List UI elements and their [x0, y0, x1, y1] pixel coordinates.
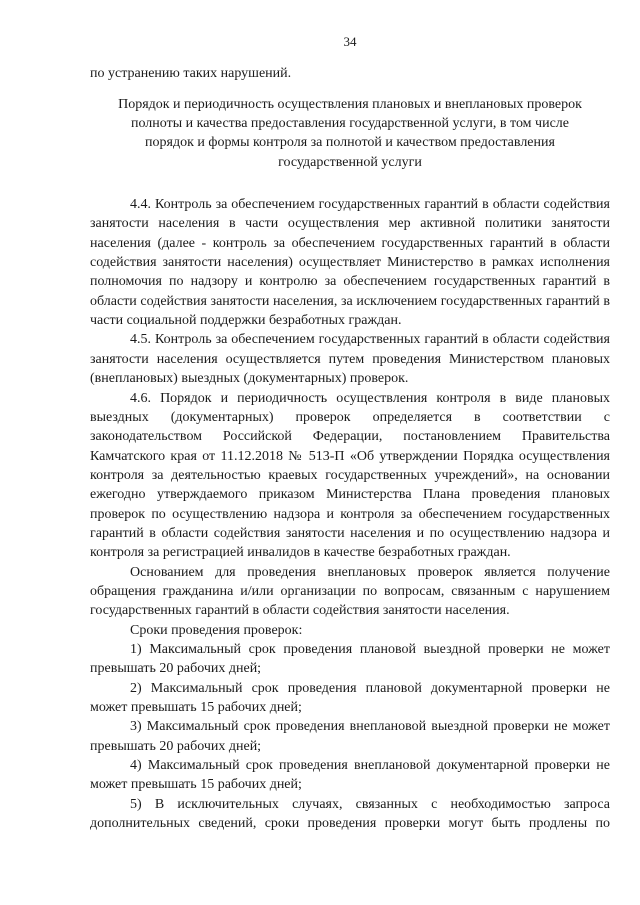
paragraph-unscheduled-basis: Основанием для проведения внеплановых проверок является получение обращения гражданина и/или организации по вопросам, связанным с нарушением государственных гарантий в области содействия занятости населения. [90, 564, 610, 619]
list-item-term-1: 1) Максимальный срок проведения плановой выездной проверки не может превышать 20 рабочих дней; [90, 641, 610, 677]
list-item-term-5: 5) В исключительных случаях, связанных с необходимостью запроса дополнительных сведений, сроки проведения проверки могут быть продлены по [90, 796, 610, 832]
paragraph-4-4: 4.4. Контроль за обеспечением государственных гарантий в области содействия занятости населения в части осуществления мер активной политики занятости населения (далее - контроль за обеспечением государственных гарантий в области содействия занятости населения) осуществляет Министерство в рамках исполнения полномочия по надзору и контролю за обеспечением государственных гарантий в области содействия занятости населения, за исключением государственных гарантий в части социальной поддержки безработных граждан. [90, 197, 610, 329]
document-page [90, 32, 610, 833]
page-number: 34 [343, 34, 357, 49]
paragraph-inspection-terms: Сроки проведения проверок: [130, 622, 303, 638]
paragraph-4-5: 4.5. Контроль за обеспечением государственных гарантий в области содействия занятости населения осуществляется путем проведения Министерством плановых (внеплановых) выездных (документарных) проверок. [90, 332, 610, 387]
spacer [90, 181, 610, 195]
list-item-term-4: 4) Максимальный срок проведения внеплановой документарной проверки не может превышать 15 рабочих дней; [90, 758, 610, 793]
heading-line: государственной услуги [278, 154, 422, 170]
intro-line: по устранению таких нарушений. [90, 66, 292, 82]
paragraph-4-6: 4.6. Порядок и периодичность осуществления контроля в виде плановых выездных (документарных) проверок определяется в соответствии с законодательством Российской Федерации, постановлением Правительства Камчатского края от 11.12.2018 № 513-П «Об утверждении Порядка осуществления контроля за деятельностью краевых государственных учреждений», на основании ежегодно утверждаемого приказом Министерства Плана проведения плановых проверок по осуществлению надзора и контроля за обеспечением государственных гарантий в области содействия занятости населения и по осуществлению надзора и контроля за регистрацией инвалидов в качестве безработных граждан. [90, 390, 610, 561]
list-item-term-3: 3) Максимальный срок проведения внеплановой выездной проверки не может превышать 20 рабочих дней; [90, 719, 610, 754]
heading-line: порядок и формы контроля за полнотой и качеством предоставления [145, 135, 555, 151]
heading-line: Порядок и периодичность осуществления плановых и внеплановых проверок [118, 96, 582, 112]
heading-line: полноты и качества предоставления государственной услуги, в том числе [131, 116, 569, 132]
section-heading [90, 95, 610, 172]
list-item-term-2: 2) Максимальный срок проведения плановой документарной проверки не может превышать 15 рабочих дней; [90, 680, 610, 715]
